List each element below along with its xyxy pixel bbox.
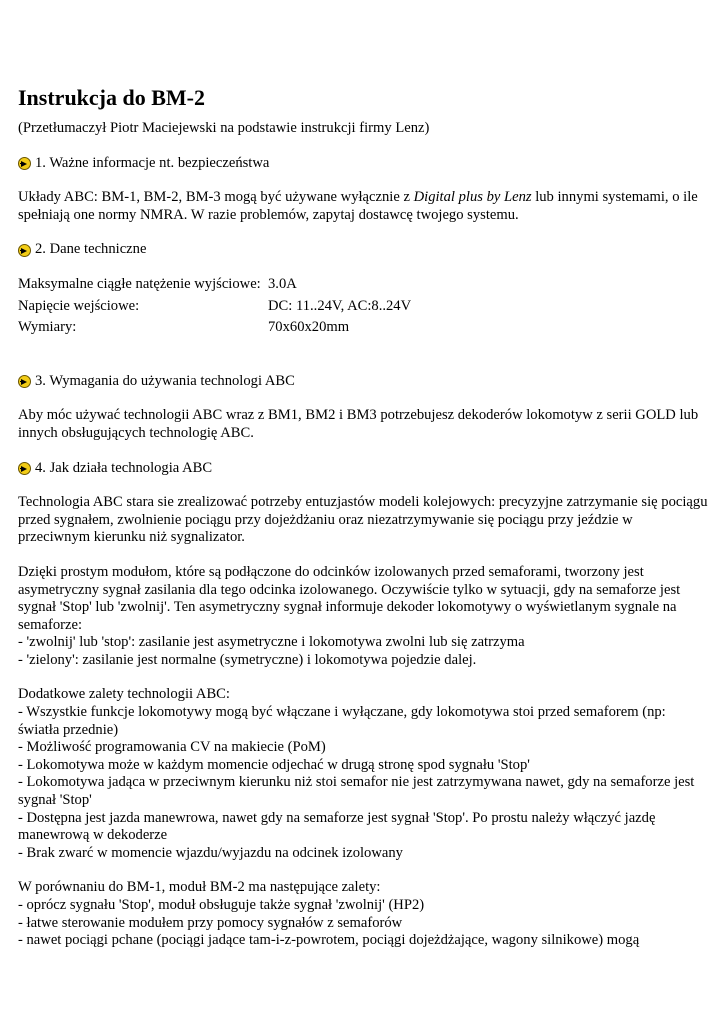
table-row: [18, 274, 413, 296]
section-heading-text: 1. Ważne informacje nt. bezpieczeństwa: [35, 154, 270, 171]
spec-label: Napięcie wejściowe:: [18, 297, 140, 314]
table-row: [18, 296, 413, 318]
section-heading-1: [18, 155, 708, 173]
spec-value: 3.0A: [268, 275, 297, 292]
list-item: - 'zielony': zasilanie jest normalne (symetryczne) i lokomotywa pojedzie dalej.: [18, 651, 477, 668]
section-3-paragraph: Aby móc używać technologii ABC wraz z BM1, BM2 i BM3 potrzebujesz dekoderów lokomotyw z serii GOLD lub innych obsługujących technologię ABC.: [18, 407, 699, 441]
paragraph-text: lub innymi systemami, o ile spełniają one normy NMRA. W razie problemów, zapytaj dostawcę twojego systemu.: [18, 189, 698, 223]
document-page: [18, 84, 708, 967]
arrow-bullet-icon: [18, 375, 31, 388]
section-heading-4: [18, 460, 708, 478]
page-title: Instrukcja do BM-2: [18, 85, 206, 110]
section-1-paragraph: [18, 189, 708, 224]
arrow-bullet-icon: [18, 462, 31, 475]
spec-label: Maksymalne ciągłe natężenie wyjściowe:: [18, 275, 261, 292]
section-heading-text: 3. Wymagania do używania technologi ABC: [35, 372, 295, 389]
section-heading-text: 2. Dane techniczne: [35, 241, 147, 258]
specs-table: [18, 274, 413, 339]
list-item: - Brak zwarć w momencie wjazdu/wyjazdu na odcinek izolowany: [18, 844, 403, 861]
list-item: - Wszystkie funkcje lokomotywy mogą być włączane i wyłączane, gdy lokomotywa stoi przed semaforem (np: światła przednie): [18, 704, 666, 738]
list-item: - nawet pociągi pchane (pociągi jadące tam-i-z-powrotem, pociągi dojeżdżające, wagony silnikowe) mogą: [18, 932, 640, 949]
section-4-comparison: [18, 879, 708, 949]
subtitle: (Przetłumaczył Piotr Maciejewski na podstawie instrukcji firmy Lenz): [18, 120, 430, 136]
arrow-bullet-icon: [18, 157, 31, 170]
spec-label: Wymiary:: [18, 319, 77, 336]
list-intro: W porównaniu do BM-1, moduł BM-2 ma następujące zalety:: [18, 879, 381, 896]
list-item: - Lokomotywa może w każdym momencie odjechać w drugą stronę spod sygnału 'Stop': [18, 756, 530, 773]
section-heading-3: [18, 373, 708, 391]
list-item: - łatwe sterowanie modułem przy pomocy sygnałów z semaforów: [18, 914, 403, 931]
list-item: - Lokomotywa jadąca w przeciwnym kierunku niż stoi semafor nie jest zatrzymywana nawet, gdy na semaforze jest sygnał 'Stop': [18, 774, 695, 809]
paragraph-text: Układy ABC: BM-1, BM-2, BM-3 mogą być używane wyłącznie z: [18, 189, 414, 206]
spec-value: DC: 11..24V, AC:8..24V: [268, 297, 412, 314]
table-row: [18, 317, 413, 339]
product-name-italic: Digital plus by Lenz: [413, 189, 532, 206]
section-heading-2: [18, 241, 708, 259]
list-item: - Dostępna jest jazda manewrowa, nawet gdy na semaforze jest sygnał 'Stop'. Po prostu należy włączyć jazdę manewrową w dekoderze: [18, 809, 656, 844]
arrow-bullet-icon: [18, 244, 31, 257]
spec-value: 70x60x20mm: [268, 319, 350, 336]
list-item: - 'zwolnij' lub 'stop': zasilanie jest asymetryczne i lokomotywa zwolni lub się zatrzyma: [18, 634, 525, 651]
list-item: - Możliwość programowania CV na makiecie (PoM): [18, 739, 326, 756]
section-4-paragraph-1: Technologia ABC stara sie zrealizować potrzeby entuzjastów modeli kolejowych: precyzyjne zatrzymanie się pociągu przed sygnałem, zwolnienie pociągu przy dojeżdżaniu oraz niezatrzymywanie się pociągu przy jeździe w przeciwnym kierunku niż sygnalizator.: [18, 494, 708, 546]
section-4-paragraph-2: [18, 564, 708, 670]
section-4-advantages: [18, 686, 708, 862]
list-intro: Dodatkowe zalety technologii ABC:: [18, 686, 230, 703]
section-heading-text: 4. Jak działa technologia ABC: [35, 459, 213, 476]
paragraph-text: Dzięki prostym modułom, które są podłączone do odcinków izolowanych przed semaforami, tworzony jest asymetryczny sygnał zasilania dla tego odcinka izolowanego. Oczywiście tylko w sytuacji, gdy na semaforze jest sygnał 'Stop' lub 'zwolnij'. Ten asymetryczny sygnał informuje dekoder lokomotywy o wyświetlanym sygnale na semaforze:: [18, 563, 681, 633]
list-item: - oprócz sygnału 'Stop', moduł obsługuje także sygnał 'zwolnij' (HP2): [18, 897, 425, 913]
